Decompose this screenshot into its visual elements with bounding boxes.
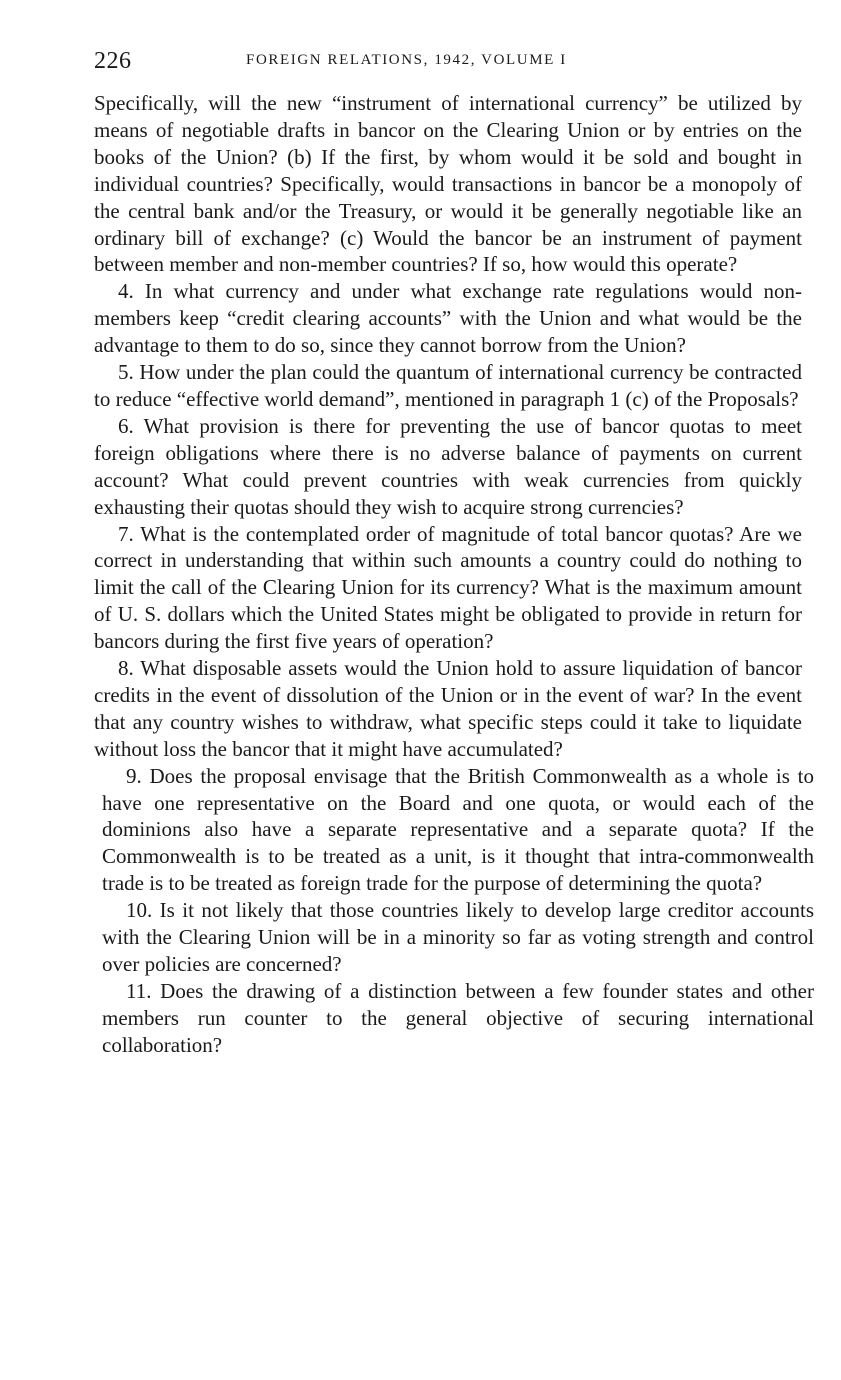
paragraph-question-4: 4. In what currency and under what exchange rate regulations would non-members keep “credit clearing accounts” with the Union and what would be the advantage to them to do so, since they cannot borrow from the Union? [94,279,802,358]
paragraph-continued: Specifically, will the new “instrument of international currency” be utilized by means of negotiable drafts in bancor on the Clearing Union or by entries on the books of the Union? (b) If the first, by whom would it be sold and bought in individual countries? Specifically, would transactions in bancor be a monopoly of the central bank and/or the Treasury, or would it be generally negotiable like an ordinary bill of exchange? (c) Would the bancor be an instrument of payment between member and non-member countries? If so, how would this operate? [94,91,802,277]
body-text [94,90,814,1059]
paragraph-question-5: 5. How under the plan could the quantum of international currency be contracted to reduce “effective world demand”, mentioned in paragraph 1 (c) of the Proposals? [94,360,802,411]
paragraph-question-11: 11. Does the drawing of a distinction between a few founder states and other members run counter to the general objective of securing international collaboration? [102,978,814,1057]
paragraph-question-9: 9. Does the proposal envisage that the British Commonwealth as a whole is to have one representative on the Board and one quota, or would each of the dominions also have a separate representative and a separate quota? If the Commonwealth is to be treated as a unit, is it thought that intra-commonwealth trade is to be treated as foreign trade for the purpose of determining the quota? [102,763,814,896]
running-head: FOREIGN RELATIONS, 1942, VOLUME I [246,52,567,68]
paragraph-question-7: 7. What is the contemplated order of magnitude of total bancor quotas? Are we correct in understanding that within such amounts a country could do nothing to limit the call of the Clearing Union for its currency? What is the maximum amount of U. S. dollars which the United States might be obligated to provide in return for bancors during the first five years of operation? [94,521,802,654]
page-number: 226 [94,48,132,74]
paragraph-question-10: 10. Is it not likely that those countries likely to develop large creditor accounts with the Clearing Union will be in a minority so far as voting strength and control over policies are concerned? [102,898,814,976]
paragraph-question-8: 8. What disposable assets would the Union hold to assure liquidation of bancor credits in the event of dissolution of the Union or in the event of war? In the event that any country wishes to withdraw, what specific steps could it take to liquidate without loss the bancor that it might have accumulated? [94,656,802,761]
page-header [94,46,804,76]
paragraph-question-6: 6. What provision is there for preventing the use of bancor quotas to meet foreign obligations where there is no adverse balance of payments on current account? What could prevent countries with weak currencies from quickly exhausting their quotas should they wish to acquire strong currencies? [94,413,802,519]
